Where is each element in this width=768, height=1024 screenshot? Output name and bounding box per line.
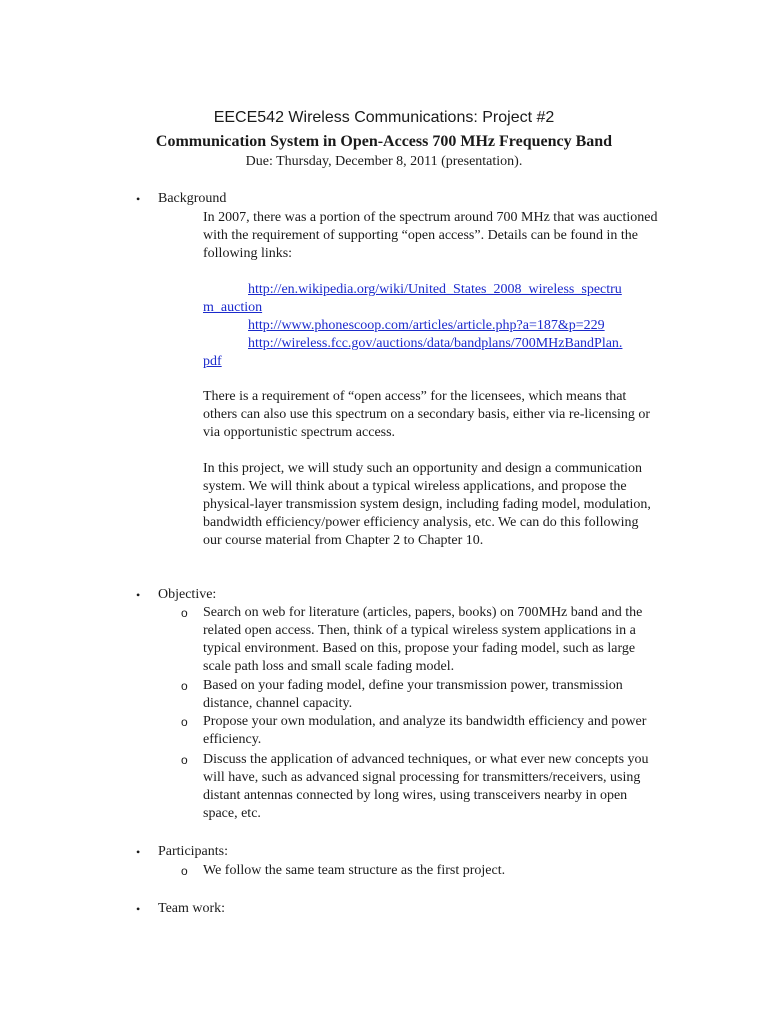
sub-bullet-glyph: o [181,606,188,620]
sub-bullet-glyph: o [181,679,188,693]
link-phonescoop[interactable]: http://www.phonescoop.com/articles/article.php?a=187&p=229 [248,318,605,333]
sub-bullet-glyph: o [181,864,188,878]
sub-bullet-glyph: o [181,715,188,729]
due-date: Due: Thursday, December 8, 2011 (presentation). [245,154,523,169]
objective-heading: Objective: [158,587,217,602]
sub-bullet-glyph: o [181,753,188,767]
participants-heading: Participants: [158,844,228,859]
bullet-glyph: • [136,845,141,859]
background-para-project: In this project, we will study such an opportunity and design a communication system. We will think about a typical wireless applications, and propose the physical-layer transmission system design, including fading model, modulation, bandwidth efficiency/power efficiency analysis, etc. We can do this following our course material from Chapter 2 to Chapter 10. [203,461,651,548]
bullet-glyph: • [136,588,141,602]
bullet-glyph: • [136,902,141,916]
bullet-glyph: • [136,192,141,206]
link-wikipedia-cont[interactable]: m_auction [203,300,263,315]
background-intro: In 2007, there was a portion of the spectrum around 700 MHz that was auctioned with the requirement of supporting “open access”. Details can be found in the following links: [203,210,658,261]
document-page: EECE542 Wireless Communications: Project #2 Communication System in Open-Access 700 MHz Frequency Band Due: Thursday, December 8, 2011 (presentation). • Background In 2007, there was a portion of the spectrum around 700 MHz that was auctioned with the requirement of supporting “open access”. Details can be found in the following links: http://en.wikipedia.org/wiki/United_States_2008_wireless_spectru m_auction http://www.phonescoop.com/articles/article.php?a=187&p=229 http://wireless.fcc.gov/auctions/data/bandplans/700MHzBandPlan. pdf There is a requirement of “open access” for the licensees, which means that others can also use this spectrum on a secondary basis, either via re-licensing or via opportunistic spectrum access. In this project, we will study such an opportunity and design a communication system. We will think about a typical wireless applications, and propose the physical-layer transmission system design, including fading model, modulation, bandwidth efficiency/power efficiency analysis, etc. We can do this following our course material from Chapter 2 to Chapter 10. • Objective: o Search on web for literature (articles, papers, books) on 700MHz band and the related open access. Then, think of a typical wireless system applications in a typical environment. Based on this, propose your fading model, such as large scale path loss and small scale fading model. o Based on your fading model, define your transmission power, transmission distance, channel capacity. o Propose your own modulation, and analyze its bandwidth efficiency and power efficiency. o Discuss the application of advanced techniques, or what ever new concepts you will have, such as advanced signal processing for transmitters/receivers, using distant antennas connected by long wires, using transceivers nearby in open space, etc. • Participants: o We follow the same team structure as the first project. • Team work: [0,0,768,1024]
background-heading: Background [158,191,227,206]
course-subtitle: EECE542 Wireless Communications: Project #2 [213,109,555,126]
project-title: Communication System in Open-Access 700 MHz Frequency Band [155,133,613,150]
link-fcc-cont[interactable]: pdf [203,354,222,369]
teamwork-heading: Team work: [158,901,226,916]
background-para-open-access: There is a requirement of “open access” for the licensees, which means that others can also use this spectrum on a secondary basis, either via re-licensing or via opportunistic spectrum access. [203,389,651,440]
link-wikipedia[interactable]: http://en.wikipedia.org/wiki/United_States_2008_wireless_spectru [248,282,622,297]
link-fcc[interactable]: http://wireless.fcc.gov/auctions/data/bandplans/700MHzBandPlan. [248,336,623,351]
